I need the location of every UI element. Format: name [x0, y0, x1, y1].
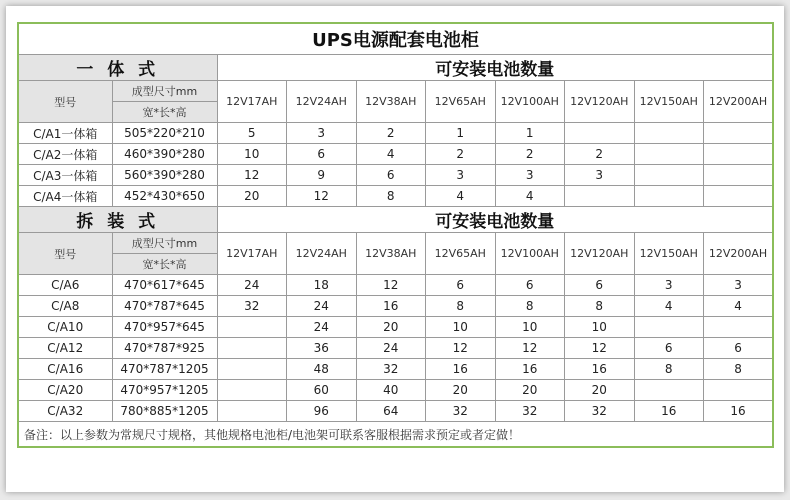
battery-type-header: 12V120AH — [565, 233, 635, 275]
quantity-cell — [634, 186, 704, 207]
quantity-cell — [704, 144, 774, 165]
quantity-cell: 1 — [495, 123, 565, 144]
quantity-cell — [634, 165, 704, 186]
quantity-cell: 32 — [495, 401, 565, 422]
size-cell: 780*885*1205 — [112, 401, 217, 422]
table-row — [18, 123, 773, 144]
quantity-cell: 4 — [704, 296, 774, 317]
quantity-cell: 32 — [356, 359, 426, 380]
battery-type-header: 12V200AH — [704, 81, 774, 123]
battery-type-header: 12V24AH — [287, 233, 357, 275]
quantity-cell: 8 — [356, 186, 426, 207]
quantity-cell: 10 — [217, 144, 287, 165]
quantity-cell: 20 — [356, 317, 426, 338]
table-row — [18, 186, 773, 207]
table-row — [18, 296, 773, 317]
quantity-cell: 16 — [634, 401, 704, 422]
quantity-cell: 3 — [495, 165, 565, 186]
quantity-cell — [217, 317, 287, 338]
model-header: 型号 — [18, 233, 112, 275]
quantity-cell: 96 — [287, 401, 357, 422]
quantity-cell: 20 — [426, 380, 496, 401]
quantity-cell: 12 — [565, 338, 635, 359]
quantity-cell: 8 — [565, 296, 635, 317]
quantity-cell — [704, 380, 774, 401]
model-cell: C/A4一体箱 — [18, 186, 112, 207]
section-header-row — [18, 207, 773, 233]
quantity-cell: 6 — [704, 338, 774, 359]
model-cell: C/A16 — [18, 359, 112, 380]
battery-type-header: 12V120AH — [565, 81, 635, 123]
quantity-cell: 8 — [634, 359, 704, 380]
quantity-cell: 24 — [287, 296, 357, 317]
model-header: 型号 — [18, 81, 112, 123]
quantity-cell: 10 — [565, 317, 635, 338]
battery-count-header: 可安装电池数量 — [217, 55, 773, 81]
quantity-cell: 12 — [356, 275, 426, 296]
quantity-cell: 3 — [426, 165, 496, 186]
model-cell: C/A6 — [18, 275, 112, 296]
table-row — [18, 338, 773, 359]
quantity-cell: 16 — [704, 401, 774, 422]
quantity-cell — [634, 144, 704, 165]
column-header-row — [18, 81, 773, 102]
quantity-cell: 8 — [704, 359, 774, 380]
quantity-cell: 32 — [426, 401, 496, 422]
quantity-cell: 64 — [356, 401, 426, 422]
quantity-cell: 24 — [217, 275, 287, 296]
model-cell: C/A3一体箱 — [18, 165, 112, 186]
model-cell: C/A8 — [18, 296, 112, 317]
table-row — [18, 317, 773, 338]
section-title: 拆 装 式 — [18, 207, 217, 233]
quantity-cell: 20 — [495, 380, 565, 401]
size-cell: 460*390*280 — [112, 144, 217, 165]
battery-count-header: 可安装电池数量 — [217, 207, 773, 233]
size-cell: 470*787*645 — [112, 296, 217, 317]
table-row — [18, 380, 773, 401]
battery-type-header: 12V38AH — [356, 81, 426, 123]
quantity-cell: 6 — [356, 165, 426, 186]
quantity-cell: 4 — [634, 296, 704, 317]
column-header-row — [18, 233, 773, 254]
quantity-cell: 2 — [356, 123, 426, 144]
quantity-cell: 12 — [217, 165, 287, 186]
quantity-cell: 10 — [426, 317, 496, 338]
quantity-cell: 3 — [287, 123, 357, 144]
model-cell: C/A12 — [18, 338, 112, 359]
battery-type-header: 12V38AH — [356, 233, 426, 275]
quantity-cell — [704, 123, 774, 144]
size-cell: 470*617*645 — [112, 275, 217, 296]
quantity-cell: 24 — [356, 338, 426, 359]
size-header: 成型尺寸mm — [112, 81, 217, 102]
section-header-row — [18, 55, 773, 81]
quantity-cell — [704, 186, 774, 207]
table-row — [18, 401, 773, 422]
table-row — [18, 275, 773, 296]
dimension-order-header: 宽*长*高 — [112, 254, 217, 275]
section-title: 一 体 式 — [18, 55, 217, 81]
model-cell: C/A2一体箱 — [18, 144, 112, 165]
quantity-cell: 10 — [495, 317, 565, 338]
battery-type-header: 12V200AH — [704, 233, 774, 275]
quantity-cell: 18 — [287, 275, 357, 296]
quantity-cell: 16 — [565, 359, 635, 380]
table-row — [18, 144, 773, 165]
quantity-cell: 3 — [565, 165, 635, 186]
note-row — [18, 422, 773, 448]
quantity-cell: 1 — [426, 123, 496, 144]
battery-type-header: 12V100AH — [495, 81, 565, 123]
quantity-cell: 3 — [634, 275, 704, 296]
quantity-cell: 20 — [565, 380, 635, 401]
model-cell: C/A20 — [18, 380, 112, 401]
quantity-cell: 6 — [495, 275, 565, 296]
quantity-cell: 5 — [217, 123, 287, 144]
quantity-cell: 4 — [426, 186, 496, 207]
size-cell: 470*957*1205 — [112, 380, 217, 401]
quantity-cell: 40 — [356, 380, 426, 401]
battery-type-header: 12V24AH — [287, 81, 357, 123]
quantity-cell: 4 — [356, 144, 426, 165]
model-cell: C/A10 — [18, 317, 112, 338]
note-text: 备注：以上参数为常规尺寸规格，其他规格电池柜/电池架可联系客服根据需求预定或者定做！ — [18, 422, 773, 448]
quantity-cell: 3 — [704, 275, 774, 296]
size-cell: 470*957*645 — [112, 317, 217, 338]
size-cell: 505*220*210 — [112, 123, 217, 144]
battery-type-header: 12V17AH — [217, 233, 287, 275]
quantity-cell — [704, 317, 774, 338]
quantity-cell: 32 — [217, 296, 287, 317]
dimension-order-header: 宽*长*高 — [112, 102, 217, 123]
quantity-cell — [634, 123, 704, 144]
quantity-cell: 12 — [287, 186, 357, 207]
quantity-cell — [217, 359, 287, 380]
quantity-cell: 12 — [426, 338, 496, 359]
quantity-cell — [634, 380, 704, 401]
quantity-cell: 6 — [634, 338, 704, 359]
quantity-cell — [565, 186, 635, 207]
size-cell: 452*430*650 — [112, 186, 217, 207]
quantity-cell: 6 — [426, 275, 496, 296]
size-cell: 470*787*1205 — [112, 359, 217, 380]
quantity-cell — [704, 165, 774, 186]
battery-cabinet-table — [17, 22, 774, 448]
battery-type-header: 12V65AH — [426, 81, 496, 123]
quantity-cell: 16 — [426, 359, 496, 380]
quantity-cell: 60 — [287, 380, 357, 401]
quantity-cell — [565, 123, 635, 144]
size-cell: 470*787*925 — [112, 338, 217, 359]
quantity-cell: 36 — [287, 338, 357, 359]
quantity-cell: 9 — [287, 165, 357, 186]
quantity-cell: 48 — [287, 359, 357, 380]
quantity-cell: 2 — [426, 144, 496, 165]
quantity-cell — [634, 317, 704, 338]
quantity-cell: 6 — [565, 275, 635, 296]
model-cell: C/A1一体箱 — [18, 123, 112, 144]
quantity-cell: 4 — [495, 186, 565, 207]
model-cell: C/A32 — [18, 401, 112, 422]
quantity-cell: 2 — [495, 144, 565, 165]
table-title: UPS电源配套电池柜 — [18, 23, 773, 55]
size-header: 成型尺寸mm — [112, 233, 217, 254]
quantity-cell: 16 — [356, 296, 426, 317]
battery-type-header: 12V150AH — [634, 233, 704, 275]
battery-type-header: 12V150AH — [634, 81, 704, 123]
quantity-cell: 8 — [426, 296, 496, 317]
quantity-cell: 6 — [287, 144, 357, 165]
battery-type-header: 12V100AH — [495, 233, 565, 275]
battery-type-header: 12V65AH — [426, 233, 496, 275]
quantity-cell — [217, 380, 287, 401]
size-cell: 560*390*280 — [112, 165, 217, 186]
quantity-cell: 8 — [495, 296, 565, 317]
table-row — [18, 165, 773, 186]
quantity-cell — [217, 401, 287, 422]
quantity-cell: 16 — [495, 359, 565, 380]
quantity-cell: 24 — [287, 317, 357, 338]
quantity-cell — [217, 338, 287, 359]
quantity-cell: 12 — [495, 338, 565, 359]
quantity-cell: 20 — [217, 186, 287, 207]
quantity-cell: 2 — [565, 144, 635, 165]
table-row — [18, 359, 773, 380]
battery-type-header: 12V17AH — [217, 81, 287, 123]
quantity-cell: 32 — [565, 401, 635, 422]
